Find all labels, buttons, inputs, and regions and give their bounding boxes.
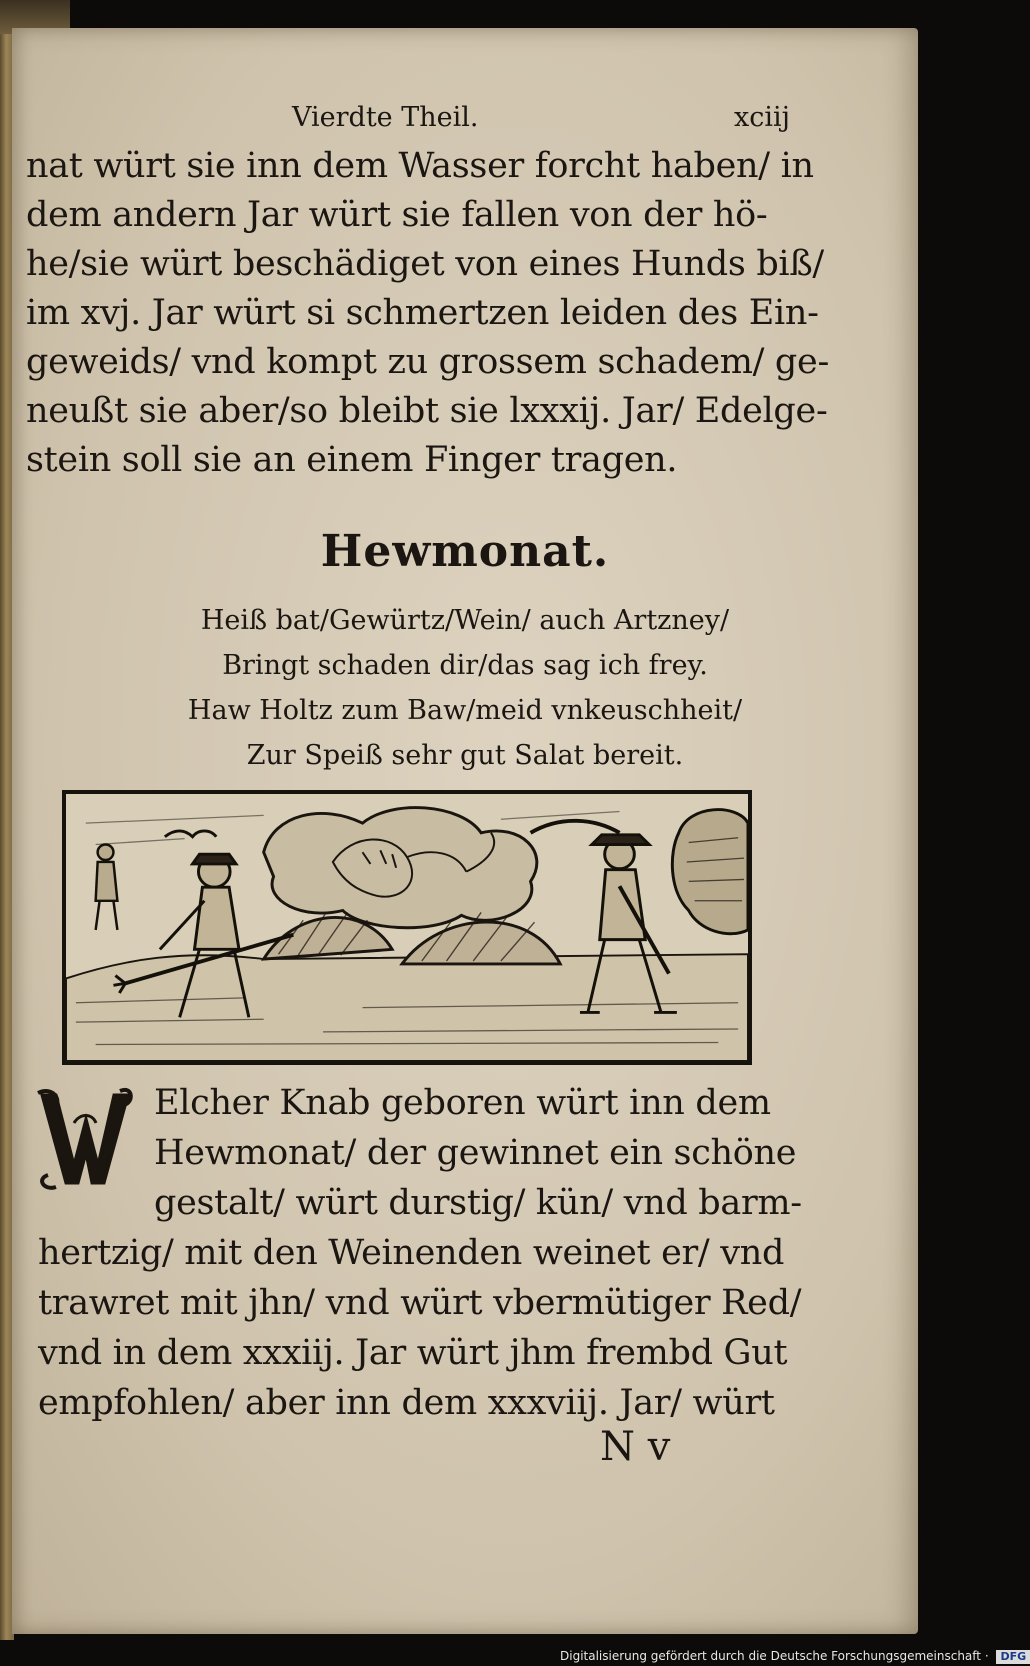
text-line: dem andern Jar würt sie fallen von der hö-: [26, 195, 768, 235]
verse-block: [12, 598, 918, 778]
text-line: trawret mit jhn/ vnd würt vbermütiger Red/: [38, 1283, 802, 1323]
text-line: empfohlen/ aber inn dem xxxviij. Jar/ würt: [38, 1383, 775, 1423]
footer-text: Digitalisierung gefördert durch die Deutsche Forschungsgemeinschaft ·: [560, 1649, 989, 1663]
catchword: N v: [600, 1424, 671, 1470]
haymaking-woodcut-icon: [62, 790, 752, 1065]
text-line: he/sie würt beschädiget von eines Hunds biß/: [26, 244, 824, 284]
dfg-logo: DFG: [996, 1650, 1030, 1664]
text-line: geweids/ vnd kompt zu grossem schadem/ ge-: [26, 342, 829, 382]
text-line: hertzig/ mit den Weinenden weinet er/ vnd: [38, 1233, 785, 1273]
running-title: Vierdte Theil.: [292, 102, 479, 133]
text-line: vnd in dem xxxiij. Jar würt jhm frembd Gut: [38, 1333, 788, 1373]
digitization-footer: [560, 1646, 1027, 1666]
text-line: nat würt sie inn dem Wasser forcht haben/ in: [26, 146, 814, 186]
paragraph-2: [38, 1078, 818, 1428]
folio-number: xciij: [734, 102, 790, 133]
page-header: [12, 96, 918, 138]
verse-line: Haw Holtz zum Baw/meid vnkeuschheit/: [187, 695, 743, 726]
text-line: stein soll sie an einem Finger tragen.: [26, 440, 678, 480]
text-line: Elcher Knab geboren würt inn dem: [154, 1083, 771, 1123]
text-line: neußt sie aber/so bleibt sie lxxxij. Jar/ Edelge-: [26, 391, 828, 431]
verse-line: Bringt schaden dir/das sag ich frey.: [222, 650, 708, 681]
section-title: Hewmonat.: [320, 526, 610, 577]
paragraph-1: [26, 142, 829, 485]
text-line: im xvj. Jar würt si schmertzen leiden des Ein-: [26, 293, 819, 333]
verse-line: Heiß bat/Gewürtz/Wein/ auch Artzney/: [200, 605, 730, 636]
verse-line: Zur Speiß sehr gut Salat bereit.: [246, 740, 684, 771]
text-line: Hewmonat/ der gewinnet ein schöne: [154, 1133, 797, 1173]
text-line: gestalt/ würt durstig/ kün/ vnd barm-: [154, 1183, 802, 1223]
woodcut-illustration: [66, 794, 748, 1061]
